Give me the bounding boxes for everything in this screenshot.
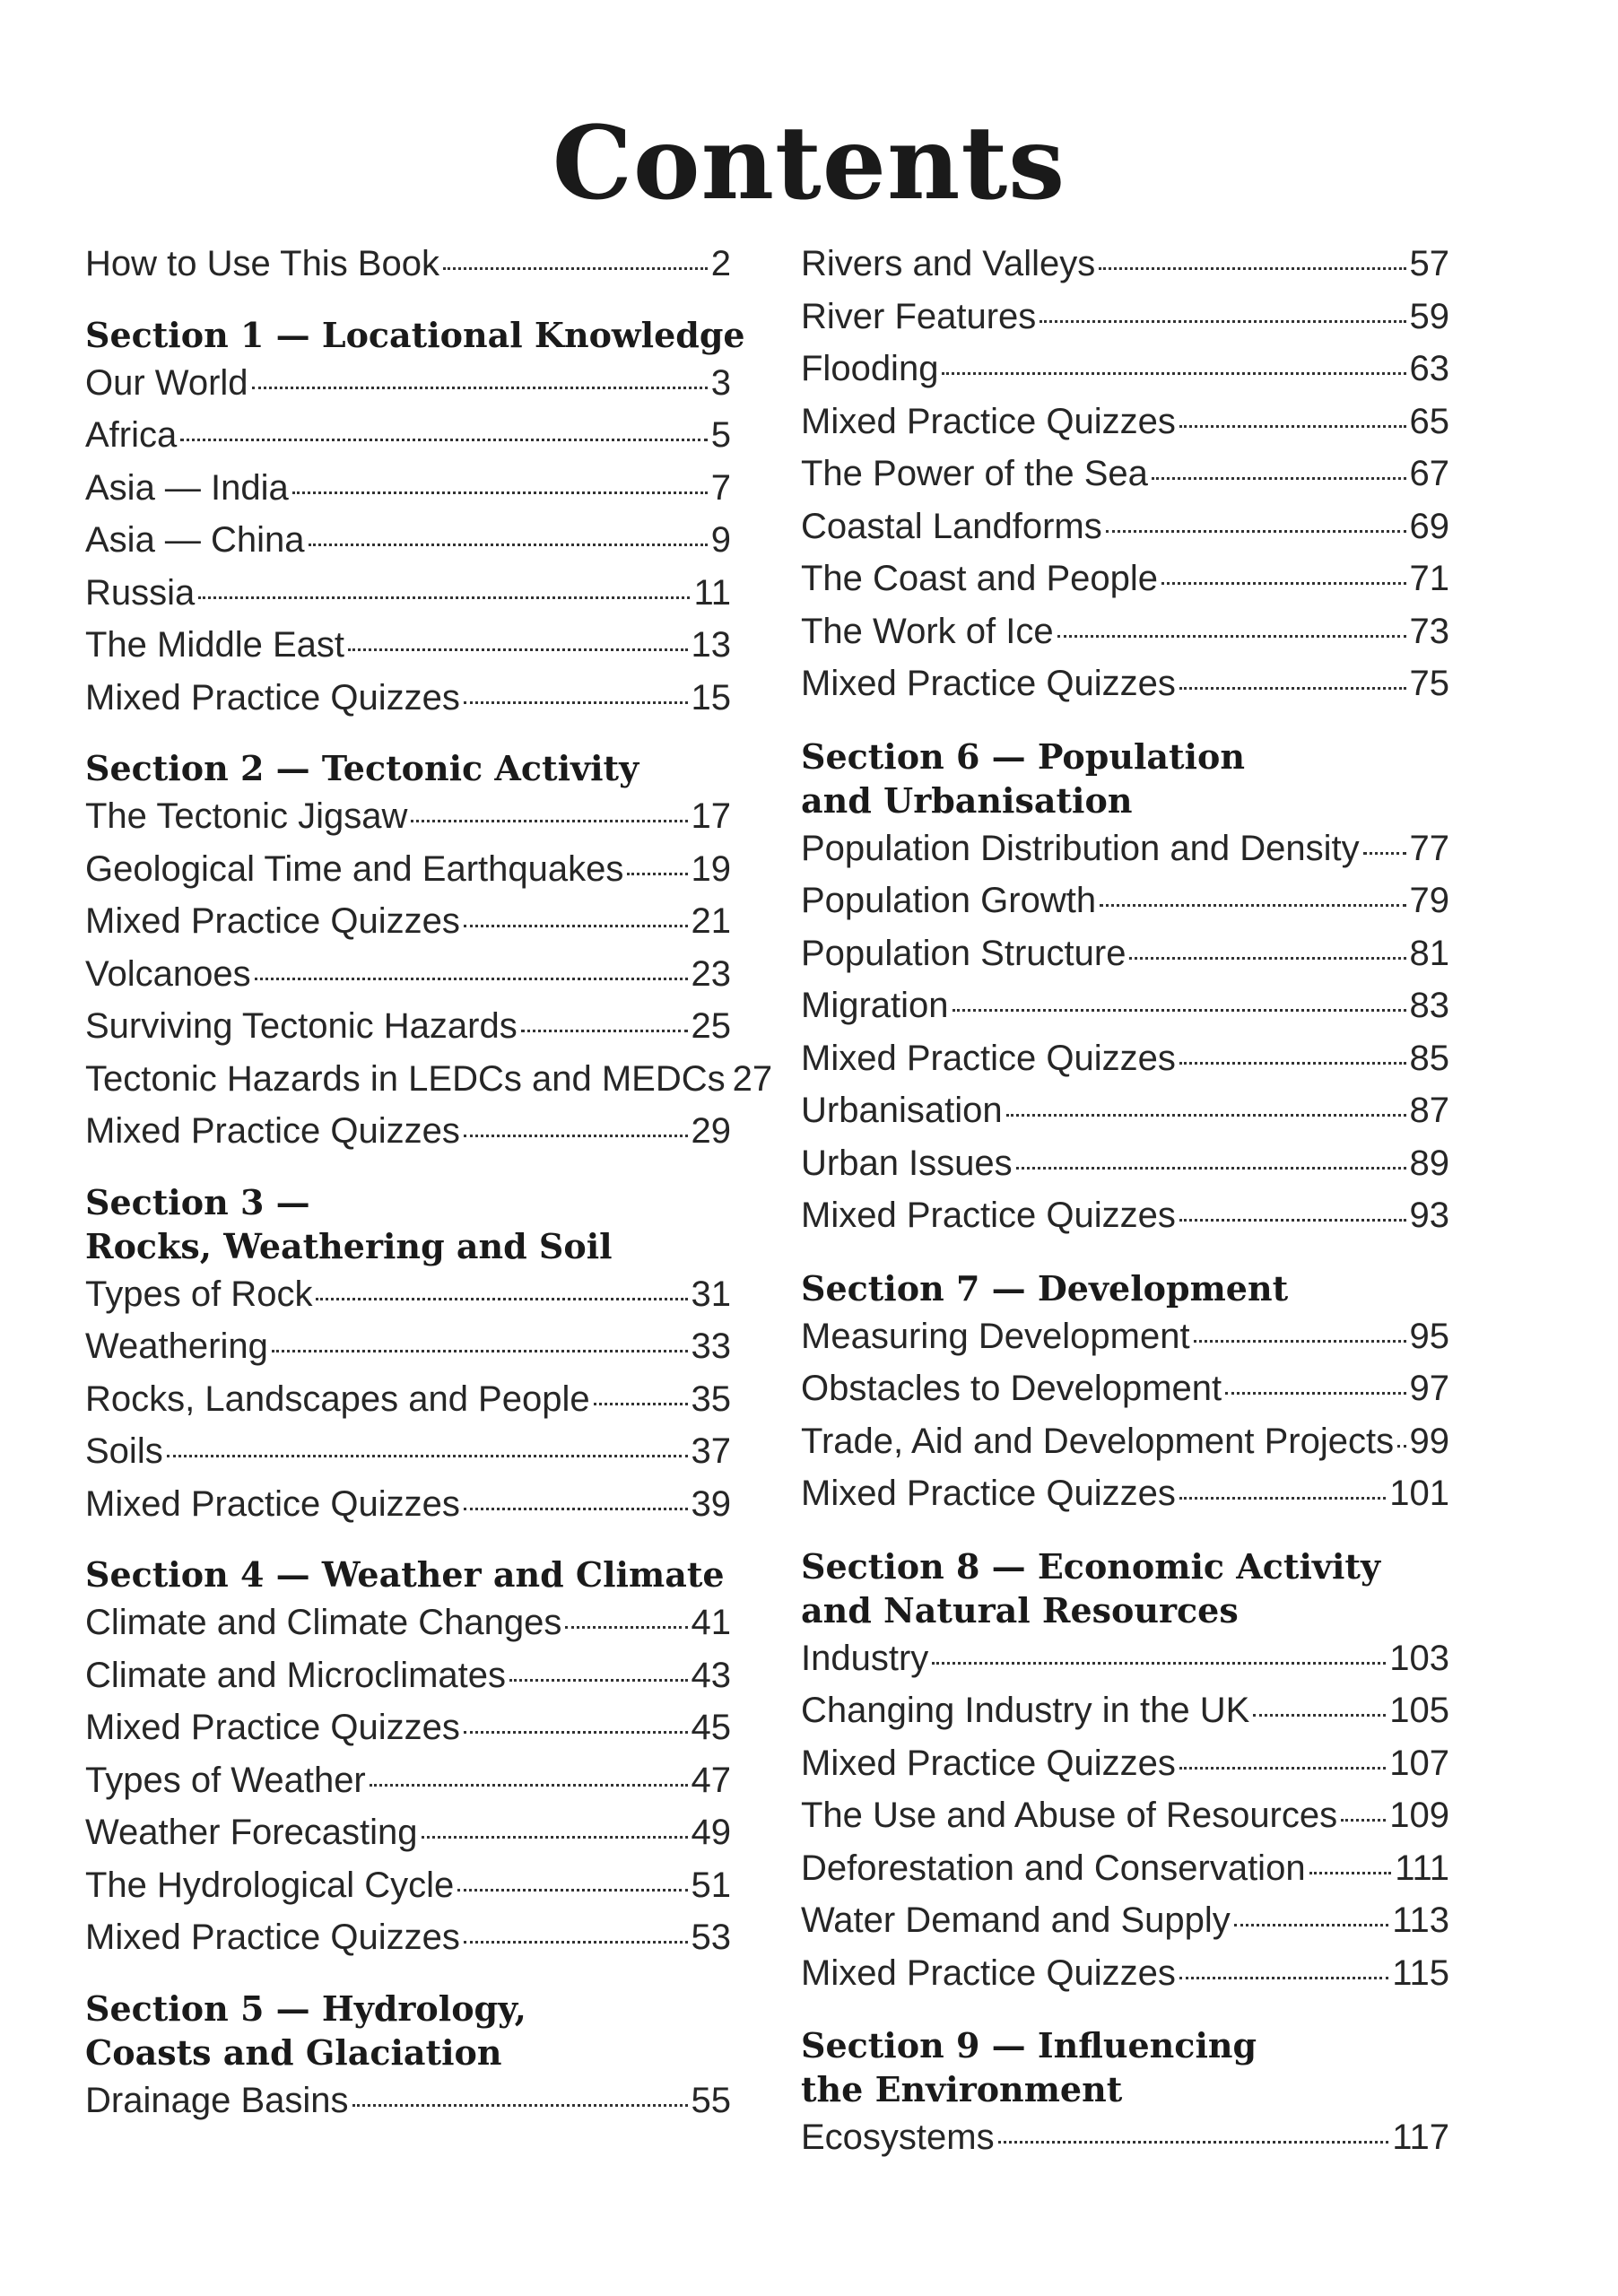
dot-leader	[198, 596, 690, 599]
toc-entry[interactable]	[801, 1632, 1449, 1685]
section-heading: Section 5 — Hydrology,	[85, 1987, 526, 2029]
toc-page-number: 49	[691, 1813, 731, 1852]
toc-page-number: 29	[691, 1111, 731, 1151]
toc-page-number: 97	[1409, 1369, 1449, 1408]
dot-leader	[998, 2141, 1389, 2144]
toc-entry-title: Mixed Practice Quizzes	[801, 1743, 1176, 1783]
toc-entry[interactable]	[801, 1084, 1449, 1137]
section-heading: Section 7 — Development	[801, 1267, 1289, 1309]
toc-page-number: 93	[1409, 1196, 1449, 1235]
dot-leader	[1179, 1062, 1406, 1065]
toc-entry[interactable]	[801, 343, 1449, 396]
toc-entry[interactable]	[801, 1189, 1449, 1242]
toc-entry-title: Soils	[85, 1431, 163, 1471]
dot-leader	[1006, 1114, 1406, 1117]
toc-entry[interactable]	[801, 979, 1449, 1032]
toc-page-number: 55	[691, 2080, 731, 2120]
dot-leader	[1179, 1977, 1388, 1979]
toc-entry-title: The Middle East	[85, 625, 345, 665]
toc-entry[interactable]	[801, 1467, 1449, 1520]
dot-leader	[565, 1626, 687, 1629]
dot-leader	[1129, 957, 1405, 960]
toc-page-number: 111	[1395, 1848, 1449, 1888]
dot-leader	[942, 372, 1405, 375]
toc-entry[interactable]	[801, 1684, 1449, 1737]
section-heading: Section 3 —	[85, 1181, 310, 1222]
toc-entry[interactable]	[85, 1320, 731, 1373]
toc-entry[interactable]	[85, 619, 731, 672]
toc-entry-title: Our World	[85, 362, 248, 403]
dot-leader	[953, 1009, 1406, 1012]
toc-page-number: 107	[1389, 1743, 1449, 1783]
dot-leader	[1152, 477, 1406, 480]
toc-entry-title: Mixed Practice Quizzes	[85, 1111, 460, 1151]
toc-page-number: 31	[691, 1274, 731, 1314]
toc-entry-title: Tectonic Hazards in LEDCs and MEDCs	[85, 1058, 726, 1099]
toc-entry-title: Flooding	[801, 349, 939, 388]
dot-leader	[252, 387, 708, 389]
toc-entry-title: Mixed Practice Quizzes	[801, 401, 1176, 441]
toc-page-number: 89	[1409, 1143, 1449, 1183]
toc-entry[interactable]	[801, 822, 1449, 875]
dot-leader	[1363, 852, 1406, 855]
toc-page-number: 77	[1409, 828, 1449, 868]
toc-entry[interactable]	[85, 409, 731, 462]
toc-page-number: 11	[693, 572, 731, 613]
toc-entry[interactable]	[801, 1362, 1449, 1415]
toc-entry[interactable]	[85, 948, 731, 1001]
dot-leader	[411, 820, 687, 822]
toc-page-number: 5	[710, 415, 731, 455]
toc-entry[interactable]	[85, 1425, 731, 1478]
toc-entry[interactable]	[801, 2111, 1449, 2164]
toc-page-number: 75	[1409, 664, 1449, 703]
toc-entry-title: Russia	[85, 572, 196, 613]
dot-leader	[1253, 1714, 1386, 1717]
toc-page-number: 79	[1409, 881, 1449, 920]
dot-leader	[443, 267, 708, 270]
toc-entry-title: Africa	[85, 415, 178, 455]
toc-entry-title: Mixed Practice Quizzes	[801, 1474, 1176, 1513]
toc-entry-title: Mixed Practice Quizzes	[85, 901, 460, 941]
toc-entry[interactable]	[85, 357, 731, 410]
toc-entry-title: Changing Industry in the UK	[801, 1691, 1250, 1730]
toc-entry[interactable]	[85, 895, 731, 948]
toc-entry-title: The Work of Ice	[801, 611, 1054, 651]
toc-entry[interactable]	[85, 672, 731, 725]
toc-page-number: 47	[691, 1760, 731, 1800]
toc-page-number: 27	[732, 1058, 773, 1099]
toc-entry[interactable]	[85, 843, 731, 896]
toc-page-number: 59	[1409, 296, 1449, 336]
toc-page-number: 7	[710, 467, 731, 508]
toc-entry[interactable]	[801, 1137, 1449, 1190]
toc-entry[interactable]	[801, 1737, 1449, 1790]
toc-entry[interactable]	[801, 448, 1449, 500]
toc-entry[interactable]	[801, 238, 1449, 291]
toc-page-number: 71	[1409, 559, 1449, 598]
toc-entry[interactable]	[801, 605, 1449, 658]
toc-entry-title: Ecosystems	[801, 2118, 995, 2157]
toc-entry-title: Mixed Practice Quizzes	[801, 1952, 1176, 1993]
toc-entry[interactable]	[85, 1859, 731, 1912]
dot-leader	[627, 873, 687, 875]
toc-entry[interactable]	[85, 567, 731, 620]
section-heading: Rocks, Weathering and Soil	[85, 1225, 613, 1266]
section-heading: Coasts and Glaciation	[85, 2031, 502, 2073]
toc-entry-title: Mixed Practice Quizzes	[85, 1483, 460, 1524]
dot-leader	[932, 1662, 1386, 1665]
dot-leader	[1179, 1767, 1386, 1770]
toc-entry[interactable]	[85, 1053, 773, 1106]
toc-page-number: 35	[691, 1378, 731, 1419]
toc-page-number: 9	[710, 520, 731, 560]
section-heading: Section 6 — Population	[801, 735, 1245, 777]
dot-leader	[1100, 904, 1405, 907]
toc-entry[interactable]	[801, 1842, 1449, 1895]
toc-page-number: 23	[691, 953, 731, 994]
dot-leader	[464, 1941, 688, 1944]
toc-page-number: 2	[710, 244, 731, 283]
toc-entry-title: Population Structure	[801, 933, 1127, 973]
section-heading: Section 1 — Locational Knowledge	[85, 314, 745, 355]
toc-entry[interactable]	[85, 1105, 731, 1158]
toc-entry-title: Mixed Practice Quizzes	[801, 1038, 1176, 1078]
toc-entry-title: Drainage Basins	[85, 2080, 349, 2120]
toc-page-number: 85	[1409, 1038, 1449, 1078]
toc-entry-title: Trade, Aid and Development Projects	[801, 1421, 1395, 1461]
toc-page-number: 117	[1392, 2118, 1449, 2157]
toc-page-number: 53	[691, 1918, 731, 1957]
dot-leader	[1397, 1445, 1405, 1448]
toc-page-number: 25	[691, 1006, 731, 1046]
toc-entry-title: Urban Issues	[801, 1143, 1013, 1183]
toc-entry[interactable]	[85, 1701, 731, 1754]
toc-page-number: 83	[1409, 986, 1449, 1025]
toc-entry-title: Measuring Development	[801, 1316, 1190, 1356]
toc-entry-title: Rocks, Landscapes and People	[85, 1378, 590, 1419]
toc-entry-title: Surviving Tectonic Hazards	[85, 1006, 518, 1046]
dot-leader	[1341, 1819, 1386, 1822]
toc-entry[interactable]	[85, 462, 731, 515]
toc-page-number: 51	[691, 1865, 731, 1905]
toc-page-number: 37	[691, 1431, 731, 1471]
dot-leader	[1016, 1167, 1406, 1170]
dot-leader	[1106, 530, 1406, 533]
toc-entry[interactable]	[85, 1911, 731, 1964]
toc-entry-title: Climate and Microclimates	[85, 1655, 507, 1695]
toc-entry[interactable]	[801, 1894, 1449, 1947]
toc-entry-title: Weathering	[85, 1326, 268, 1366]
dot-leader	[464, 1731, 688, 1734]
dot-leader	[309, 544, 708, 546]
toc-entry-title: River Features	[801, 296, 1037, 336]
toc-entry[interactable]	[801, 927, 1449, 980]
dot-leader	[509, 1679, 687, 1682]
toc-entry-title: Volcanoes	[85, 953, 251, 994]
dot-leader	[272, 1350, 688, 1352]
toc-entry[interactable]	[85, 1596, 731, 1649]
toc-entry-title: Obstacles to Development	[801, 1369, 1222, 1408]
toc-page-number: 95	[1409, 1316, 1449, 1356]
section-heading: and Natural Resources	[801, 1589, 1239, 1631]
toc-page-number: 69	[1409, 506, 1449, 546]
toc-entry-title: The Tectonic Jigsaw	[85, 796, 408, 836]
dot-leader	[457, 1889, 687, 1892]
toc-entry-title: The Power of the Sea	[801, 454, 1148, 493]
contents-column-right	[801, 238, 1449, 2164]
toc-entry[interactable]	[801, 1310, 1449, 1363]
toc-entry[interactable]	[85, 514, 731, 567]
toc-page-number: 41	[691, 1603, 731, 1642]
section-heading: Section 8 — Economic Activity	[801, 1545, 1381, 1587]
toc-entry-title: Urbanisation	[801, 1091, 1003, 1130]
toc-entry-title: Deforestation and Conservation	[801, 1848, 1306, 1888]
toc-entry[interactable]	[801, 1947, 1449, 2000]
toc-entry-title: Geological Time and Earthquakes	[85, 848, 624, 889]
toc-entry-title: Population Growth	[801, 881, 1097, 920]
dot-leader	[464, 701, 688, 704]
toc-page-number: 65	[1409, 401, 1449, 441]
toc-page-number: 113	[1392, 1900, 1449, 1940]
dot-leader	[1179, 687, 1406, 690]
section-heading: Section 9 — Influencing	[801, 2025, 1257, 2066]
toc-entry[interactable]	[85, 1649, 731, 1702]
toc-entry-title: Rivers and Valleys	[801, 244, 1096, 283]
section-heading: and Urbanisation	[801, 779, 1133, 821]
toc-entry-title: Mixed Practice Quizzes	[85, 1918, 460, 1957]
dot-leader	[594, 1403, 688, 1405]
toc-page-number: 19	[691, 848, 731, 889]
dot-leader	[422, 1836, 688, 1839]
toc-entry-title: Mixed Practice Quizzes	[801, 1196, 1176, 1235]
dot-leader	[167, 1455, 688, 1457]
section-heading: Section 2 — Tectonic Activity	[85, 748, 639, 788]
dot-leader	[1194, 1340, 1406, 1343]
toc-entry[interactable]	[801, 1789, 1449, 1842]
toc-entry[interactable]	[85, 238, 731, 291]
toc-entry-title: Mixed Practice Quizzes	[801, 664, 1176, 703]
toc-page-number: 39	[691, 1483, 731, 1524]
dot-leader	[1099, 267, 1405, 270]
toc-page-number: 81	[1409, 933, 1449, 973]
toc-page-number: 43	[691, 1655, 731, 1695]
toc-page-number: 103	[1389, 1638, 1449, 1678]
page-title: Contents	[552, 105, 1066, 222]
toc-entry-title: Weather Forecasting	[85, 1813, 418, 1852]
toc-entry[interactable]	[85, 2074, 731, 2127]
toc-entry-title: The Coast and People	[801, 559, 1159, 598]
toc-page-number: 109	[1389, 1796, 1449, 1835]
contents-column-left	[85, 238, 773, 2126]
toc-entry[interactable]	[85, 1806, 731, 1859]
toc-entry-title: Mixed Practice Quizzes	[85, 677, 460, 718]
section-heading: the Environment	[801, 2069, 1123, 2109]
dot-leader	[255, 978, 688, 980]
dot-leader	[464, 1135, 688, 1137]
dot-leader	[464, 925, 688, 927]
toc-page-number: 73	[1409, 611, 1449, 651]
toc-entry[interactable]	[801, 500, 1449, 553]
toc-page-number: 17	[691, 796, 731, 836]
dot-leader	[1040, 320, 1405, 323]
dot-leader	[370, 1784, 688, 1787]
dot-leader	[352, 2104, 688, 2107]
toc-page-number: 105	[1389, 1691, 1449, 1730]
toc-entry-title: Population Distribution and Density	[801, 828, 1360, 868]
toc-entry-title: Climate and Climate Changes	[85, 1603, 562, 1642]
toc-entry-title: The Use and Abuse of Resources	[801, 1796, 1338, 1835]
toc-page-number: 57	[1409, 244, 1449, 283]
toc-entry-title: Asia — India	[85, 467, 289, 508]
toc-entry[interactable]	[85, 1478, 731, 1531]
toc-page-number: 3	[710, 362, 731, 403]
toc-entry[interactable]	[801, 1415, 1449, 1468]
toc-page-number: 99	[1409, 1421, 1449, 1461]
dot-leader	[1179, 1219, 1406, 1222]
dot-leader	[316, 1298, 687, 1300]
toc-entry-title: Types of Rock	[85, 1274, 313, 1314]
toc-page-number: 115	[1392, 1952, 1449, 1993]
dot-leader	[292, 491, 708, 494]
toc-entry[interactable]	[801, 291, 1449, 344]
toc-entry[interactable]	[801, 657, 1449, 710]
section-heading: Section 4 — Weather and Climate	[85, 1554, 725, 1595]
dot-leader	[348, 648, 687, 651]
toc-entry[interactable]	[85, 1373, 731, 1426]
toc-entry-title: Coastal Landforms	[801, 506, 1102, 546]
toc-page-number: 45	[691, 1708, 731, 1747]
toc-entry[interactable]	[85, 1268, 731, 1321]
dot-leader	[1179, 425, 1406, 428]
toc-page-number: 63	[1409, 349, 1449, 388]
dot-leader	[1057, 635, 1406, 638]
dot-leader	[1161, 582, 1405, 585]
toc-entry-title: Water Demand and Supply	[801, 1900, 1231, 1940]
toc-entry-title: How to Use This Book	[85, 244, 439, 283]
toc-entry[interactable]	[801, 552, 1449, 605]
toc-page-number: 67	[1409, 454, 1449, 493]
toc-page-number: 101	[1389, 1474, 1449, 1513]
toc-entry[interactable]	[85, 1000, 731, 1053]
toc-entry-title: The Hydrological Cycle	[85, 1865, 455, 1905]
toc-entry-title: Mixed Practice Quizzes	[85, 1708, 460, 1747]
toc-entry-title: Industry	[801, 1638, 929, 1678]
dot-leader	[1225, 1392, 1405, 1395]
toc-entry[interactable]	[85, 1754, 731, 1807]
toc-page-number: 15	[691, 677, 731, 718]
dot-leader	[180, 439, 708, 441]
toc-entry[interactable]	[801, 874, 1449, 927]
toc-page-number: 33	[691, 1326, 731, 1366]
toc-page-number: 13	[691, 625, 731, 665]
toc-page-number: 87	[1409, 1091, 1449, 1130]
dot-leader	[521, 1030, 688, 1032]
toc-entry-title: Types of Weather	[85, 1760, 366, 1800]
toc-entry[interactable]	[801, 1032, 1449, 1085]
toc-entry-title: Migration	[801, 986, 949, 1025]
toc-entry[interactable]	[801, 396, 1449, 448]
dot-leader	[1234, 1924, 1388, 1926]
dot-leader	[1309, 1872, 1392, 1874]
toc-entry-title: Asia — China	[85, 520, 305, 560]
toc-entry[interactable]	[85, 790, 731, 843]
toc-page-number: 21	[691, 901, 731, 941]
dot-leader	[1179, 1497, 1386, 1500]
dot-leader	[464, 1508, 688, 1510]
